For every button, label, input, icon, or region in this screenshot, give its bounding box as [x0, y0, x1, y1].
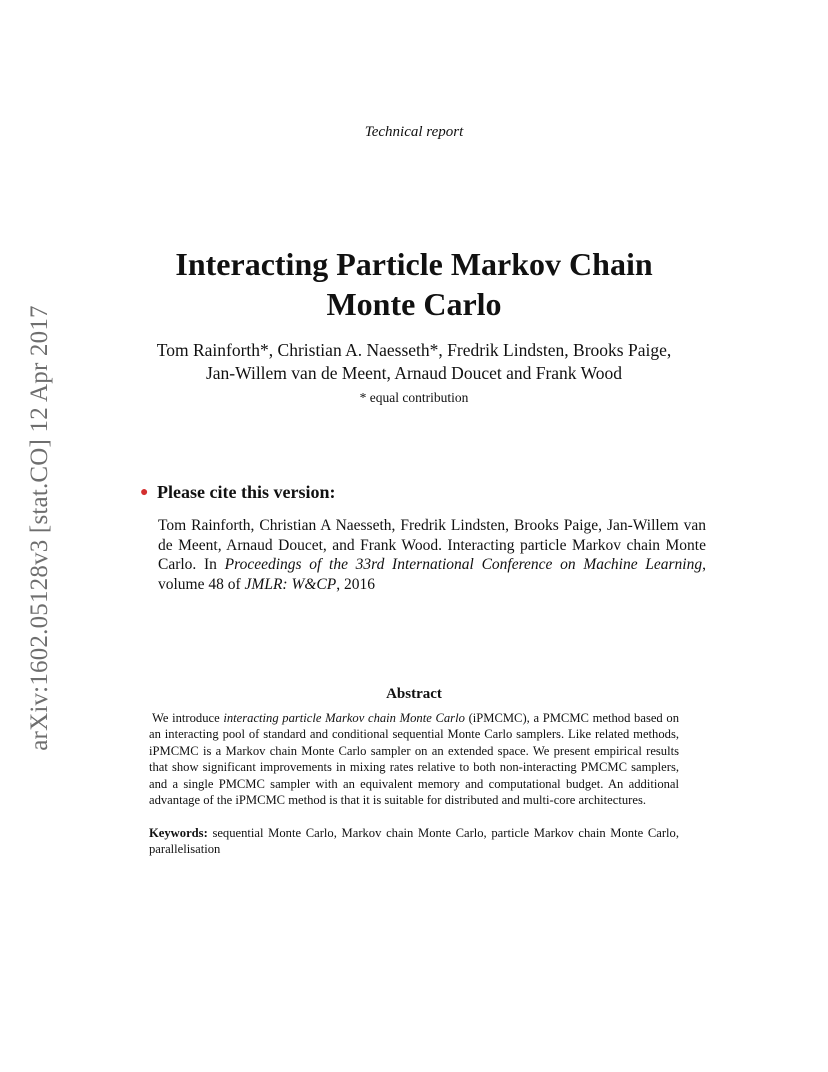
- authors-line-1: Tom Rainforth*, Christian A. Naesseth*, Fredrik Lindsten, Brooks Paige,: [156, 340, 672, 360]
- author-list: [100, 339, 728, 385]
- keywords: [149, 825, 679, 858]
- citation-text: [158, 516, 706, 594]
- title-line-2: Monte Carlo: [326, 286, 502, 322]
- abstract-heading: Abstract: [386, 686, 442, 702]
- citation-year: , 2016: [336, 575, 375, 593]
- abstract-body: [149, 710, 679, 808]
- keywords-text: sequential Monte Carlo, Markov chain Monte Carlo, particle Markov chain Monte Carlo, parallelisation: [149, 826, 679, 857]
- abstract-method-name: interacting particle Markov chain Monte Carlo: [223, 711, 465, 725]
- keywords-label: Keywords:: [149, 826, 208, 840]
- abstract-text: (iPMCMC), a PMCMC method based on an interacting pool of standard and conditional sequential Monte Carlo samplers. Like related methods, iPMCMC is a Markov chain Monte Carlo sampler on an extended space. We present empirical results that show significant improvements in mixing rates relative to both non-interacting PMCMC samplers, and a single PMCMC sampler with an equivalent memory and computational budget. An additional advantage of the iPMCMC method is that it is suitable for distributed and multi-core architectures.: [149, 711, 679, 808]
- citation-venue: Proceedings of the 33rd International Conference on Machine Learning: [224, 556, 703, 573]
- paper-title: [100, 244, 728, 324]
- abstract-intro: We introduce: [152, 711, 224, 725]
- equal-contribution-note: * equal contribution: [359, 390, 469, 405]
- arxiv-identifier: arXiv:1602.05128v3 [stat.CO] 12 Apr 2017: [26, 305, 53, 751]
- cite-heading-text: Please cite this version:: [157, 482, 336, 502]
- authors-line-2: Jan-Willem van de Meent, Arnaud Doucet and Frank Wood: [205, 363, 622, 383]
- bullet-icon: ●: [140, 484, 149, 500]
- title-line-1: Interacting Particle Markov Chain: [175, 246, 653, 282]
- citation-volume: , volume 48 of: [158, 556, 706, 593]
- citation-series: JMLR: W&CP: [244, 575, 337, 593]
- cite-heading: [140, 482, 335, 503]
- report-header: Technical report: [364, 124, 464, 140]
- citation-authors: Tom Rainforth, Christian A Naesseth, Fredrik Lindsten, Brooks Paige, Jan-Willem van de Meent, Arnaud Doucet, and Frank Wood. Interacting particle Markov chain Monte Carlo. In: [158, 517, 706, 573]
